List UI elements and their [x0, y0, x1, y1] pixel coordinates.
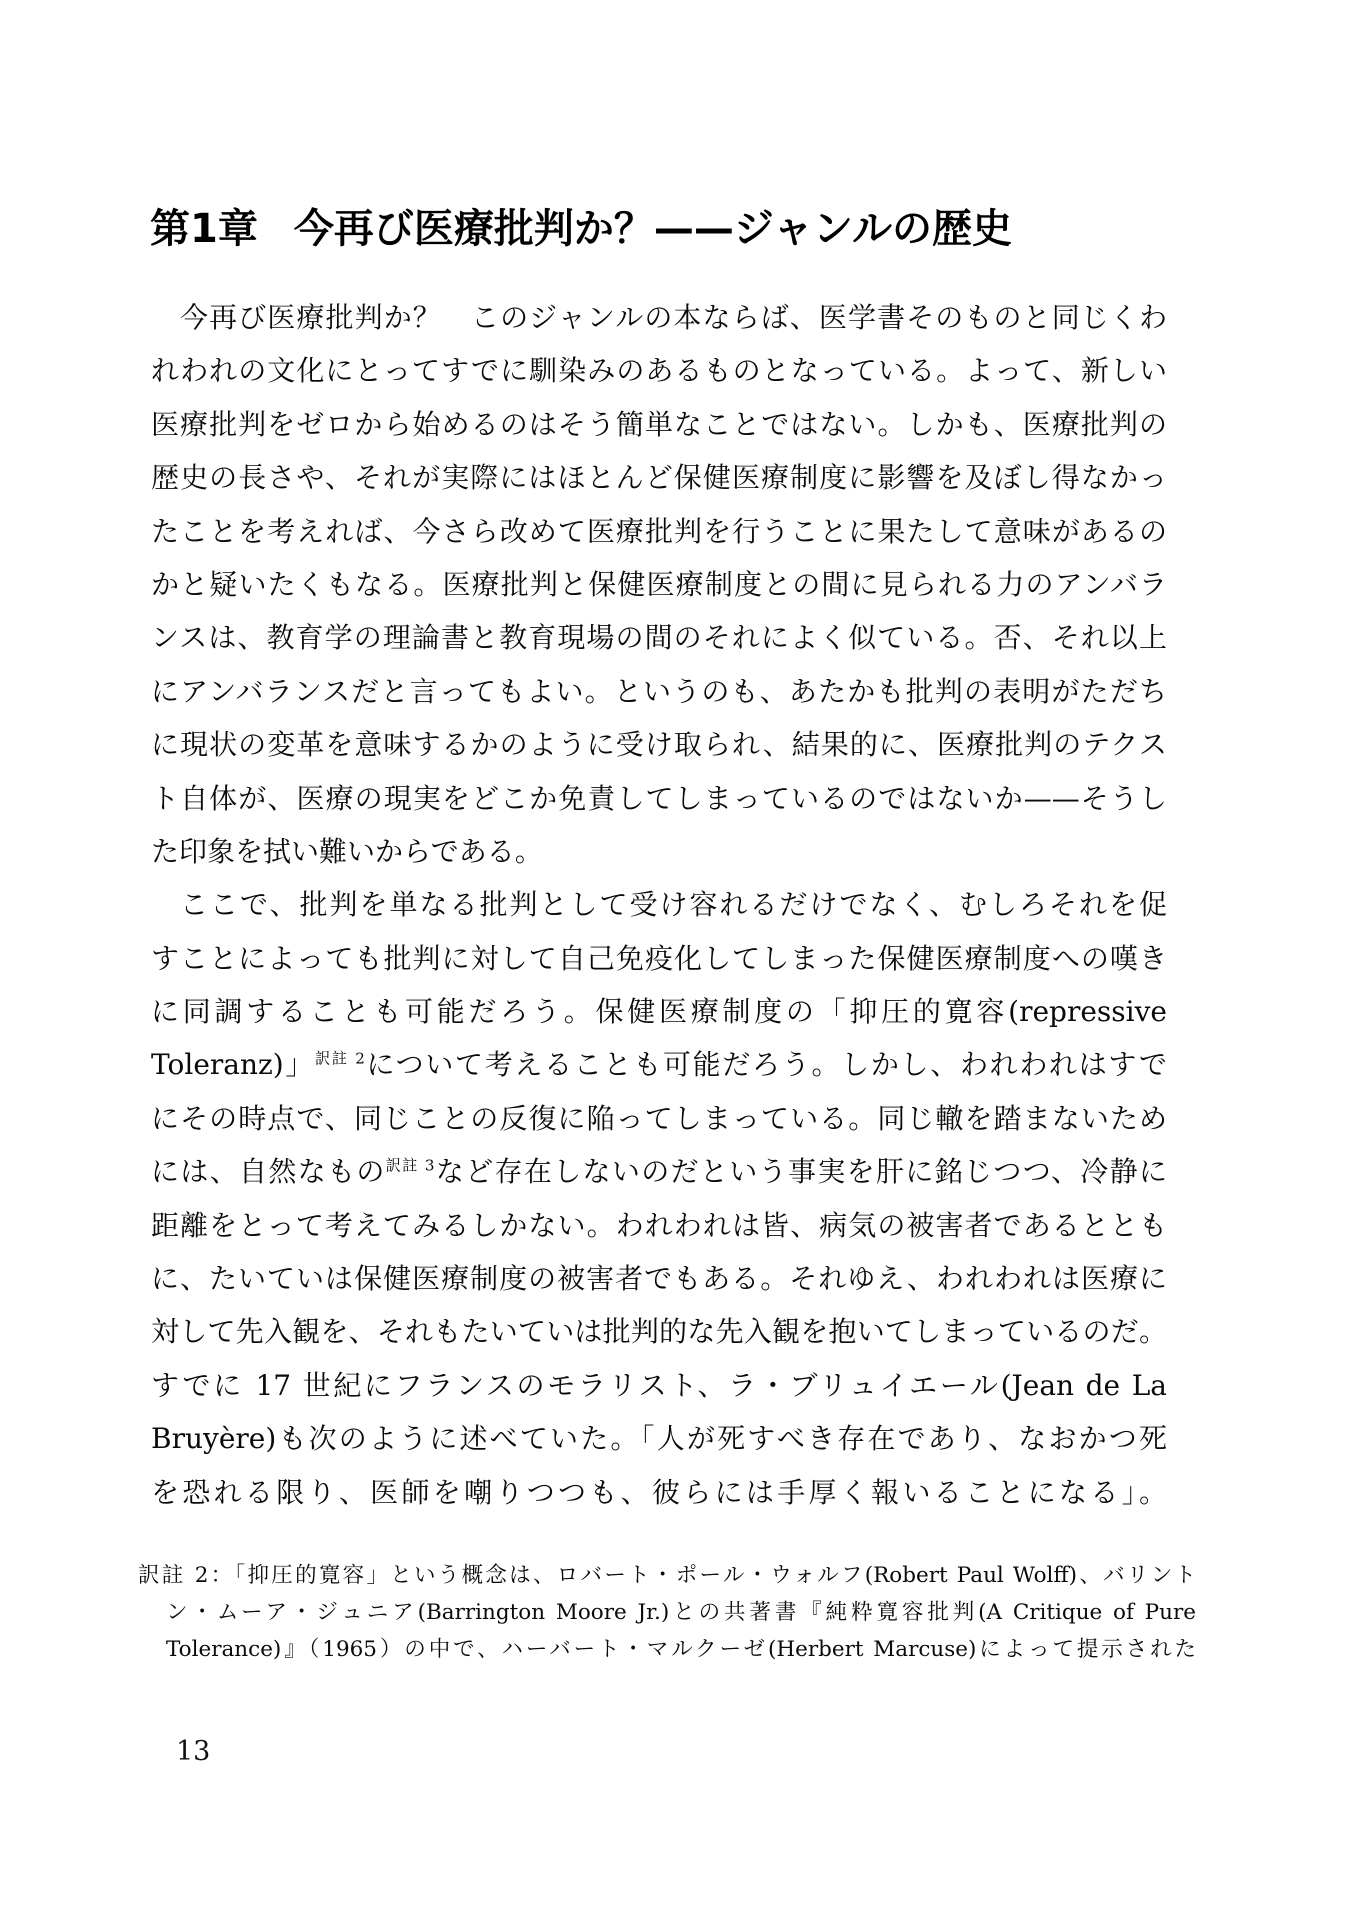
- body-line: を恐れる限り、医師を嘲りつつも、彼らには手厚く報いることになる」。: [151, 1475, 1167, 1509]
- body-line: [151, 1038, 1167, 1091]
- body-line: に現状の変革を意味するかのように受け取られ、結果的に、医療批判のテクス: [151, 728, 1167, 762]
- body-line: すことによっても批判に対して自己免疫化してしまった保健医療制度への嘆き: [151, 941, 1167, 975]
- chapter-title-text: 今再び医療批判か？——ジャンルの歴史: [293, 205, 1013, 252]
- body-line: 今再び医療批判か？ このジャンルの本ならば、医学書そのものと同じくわ: [180, 301, 1167, 334]
- body-line: 距離をとって考えてみるしかない。われわれは皆、病気の被害者であるととも: [151, 1208, 1167, 1242]
- body-line: 医療批判をゼロから始めるのはそう簡単なことではない。しかも、医療批判の: [151, 407, 1167, 441]
- body-line: ンスは、教育学の理論書と教育現場の間のそれによく似ている。否、それ以上: [151, 621, 1167, 655]
- body-line: すでに 17 世紀にフランスのモラリスト、ラ・ブリュイエール(Jean de La: [151, 1368, 1167, 1402]
- body-line: にその時点で、同じことの反復に陥ってしまっている。同じ轍を踏まないため: [151, 1101, 1167, 1135]
- footnote-line: ン・ムーア・ジュニア(Barrington Moore Jr.)との共著書『純粋寛容批判(A Critique of Pure: [166, 1600, 1196, 1625]
- page-number: 13: [176, 1736, 211, 1767]
- body-line-segment: について考えることも可能だろう。しかし、われわれはすで: [364, 1048, 1167, 1082]
- body-line: ここで、批判を単なる批判として受け容れるだけでなく、むしろそれを促: [180, 888, 1167, 922]
- chapter-title: [150, 207, 1012, 251]
- body-line: ト自体が、医療の現実をどこか免責してしまっているのではないか——そうし: [151, 781, 1167, 815]
- body-line: に同調することも可能だろう。保健医療制度の「抑圧的寛容(repressive: [151, 995, 1167, 1029]
- footnote-line: Tolerance)』（1965）の中で、ハーバート・マルクーゼ(Herbert Marcuse)によって提示された: [166, 1637, 1196, 1662]
- chapter-number: 第1章: [150, 205, 258, 252]
- footnote-marker-2: 訳註 2: [315, 1050, 365, 1069]
- body-line: 歴史の長さや、それが実際にはほとんど保健医療制度に影響を及ぼし得なかっ: [151, 461, 1167, 495]
- footnote-marker-3: 訳註 3: [385, 1156, 435, 1175]
- body-line: たことを考えれば、今さら改めて医療批判を行うことに果たして意味があるの: [151, 514, 1167, 548]
- translator-footnote: [138, 1557, 1196, 1668]
- body-line-segment: など存在しないのだという事実を肝に銘じつつ、冷静に: [434, 1155, 1167, 1189]
- body-line: かと疑いたくもなる。医療批判と保健医療制度との間に見られる力のアンバラ: [151, 567, 1167, 601]
- body-line: [151, 1145, 1167, 1198]
- body-line-segment: Toleranz)」: [151, 1048, 316, 1082]
- body-line: れわれの文化にとってすでに馴染みのあるものとなっている。よって、新しい: [151, 354, 1167, 388]
- body-line: Bruyère)も次のように述べていた。「人が死すべき存在であり、なおかつ死: [151, 1422, 1167, 1456]
- body-text: [151, 291, 1167, 1519]
- body-line: にアンバランスだと言ってもよい。というのも、あたかも批判の表明がただち: [151, 674, 1167, 708]
- footnote-line: 訳註 2：「抑圧的寛容」という概念は、ロバート・ポール・ウォルフ(Robert Paul Wolff)、バリント: [138, 1563, 1196, 1588]
- body-line-segment: には、自然なもの: [151, 1155, 386, 1189]
- body-line: 対して先入観を、それもたいていは批判的な先入観を抱いてしまっているのだ。: [151, 1315, 1167, 1349]
- body-line: に、たいていは保健医療制度の被害者でもある。それゆえ、われわれは医療に: [151, 1262, 1167, 1296]
- body-line: た印象を拭い難いからである。: [151, 834, 543, 868]
